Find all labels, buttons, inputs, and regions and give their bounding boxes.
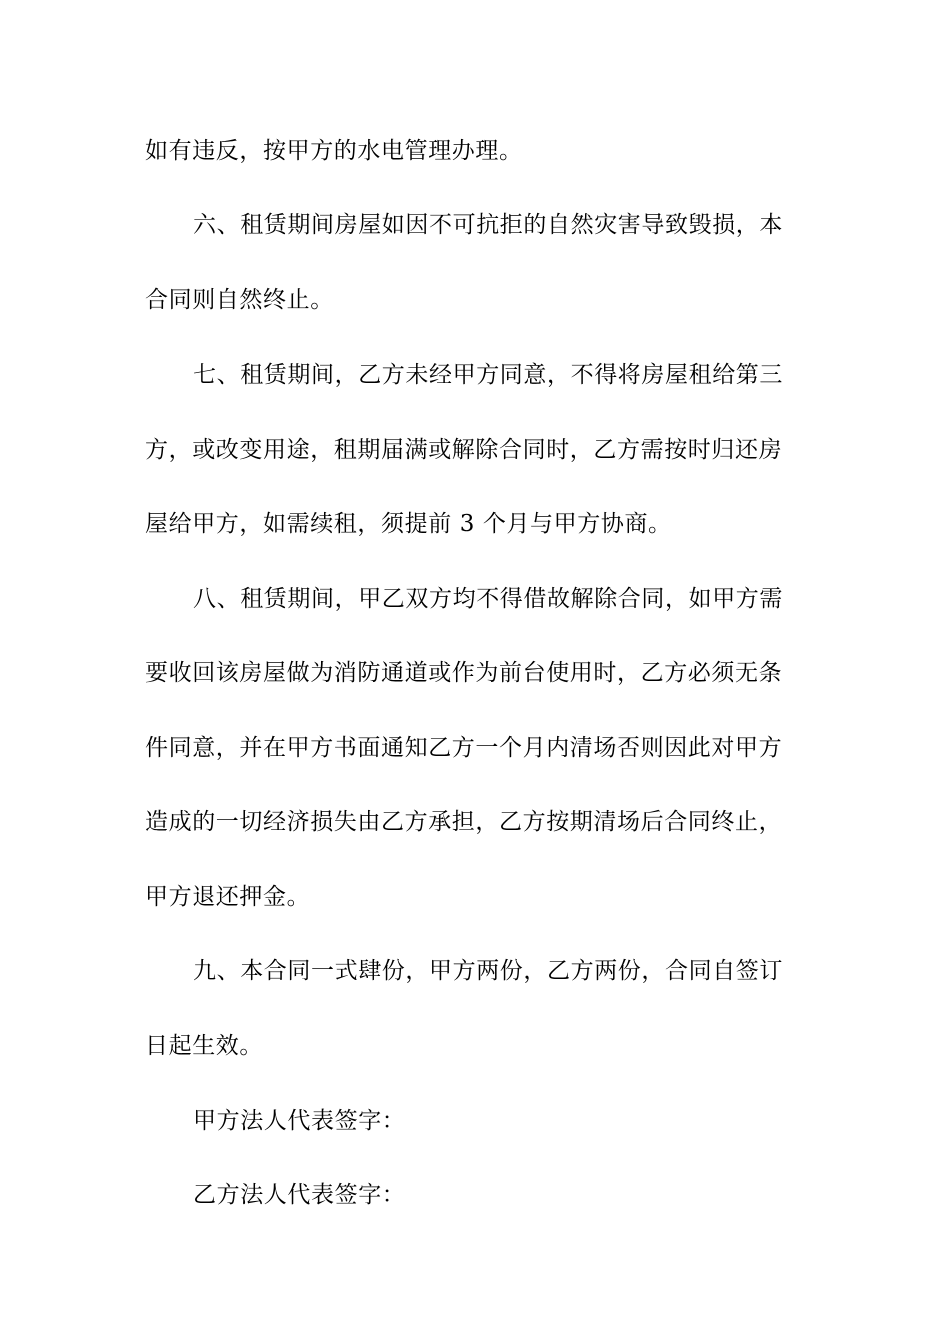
clause-9-line-1: 九、本合同一式肆份，甲方两份，乙方两份，合同自签订 <box>193 958 783 984</box>
clause-8-line-3: 件同意，并在甲方书面通知乙方一个月内清场否则因此对甲方 <box>145 735 783 761</box>
clause-7-line-3: 屋给甲方，如需续租，须提前 3 个月与甲方协商。 <box>145 511 672 537</box>
clause-8-line-4: 造成的一切经济损失由乙方承担，乙方按期清场后合同终止， <box>145 809 783 835</box>
paragraph-line: 如有违反，按甲方的水电管理办理。 <box>145 138 523 164</box>
clause-8-line-5: 甲方退还押金。 <box>145 884 311 910</box>
clause-9-line-2: 日起生效。 <box>145 1033 263 1059</box>
clause-7-line-2: 方，或改变用途，租期届满或解除合同时，乙方需按时归还房 <box>145 437 783 463</box>
clause-6-line-2: 合同则自然终止。 <box>145 287 334 313</box>
clause-8-line-1: 八、租赁期间，甲乙双方均不得借故解除合同，如甲方需 <box>193 586 783 612</box>
clause-7-line-1: 七、租赁期间，乙方未经甲方同意，不得将房屋租给第三 <box>193 362 783 388</box>
party-a-signature-label: 甲方法人代表签字： <box>193 1108 406 1134</box>
clause-8-line-2: 要收回该房屋做为消防通道或作为前台使用时，乙方必须无条 <box>145 660 783 686</box>
clause-6-line-1: 六、租赁期间房屋如因不可抗拒的自然灾害导致毁损，本 <box>193 212 783 238</box>
party-b-signature-label: 乙方法人代表签字： <box>193 1182 406 1208</box>
